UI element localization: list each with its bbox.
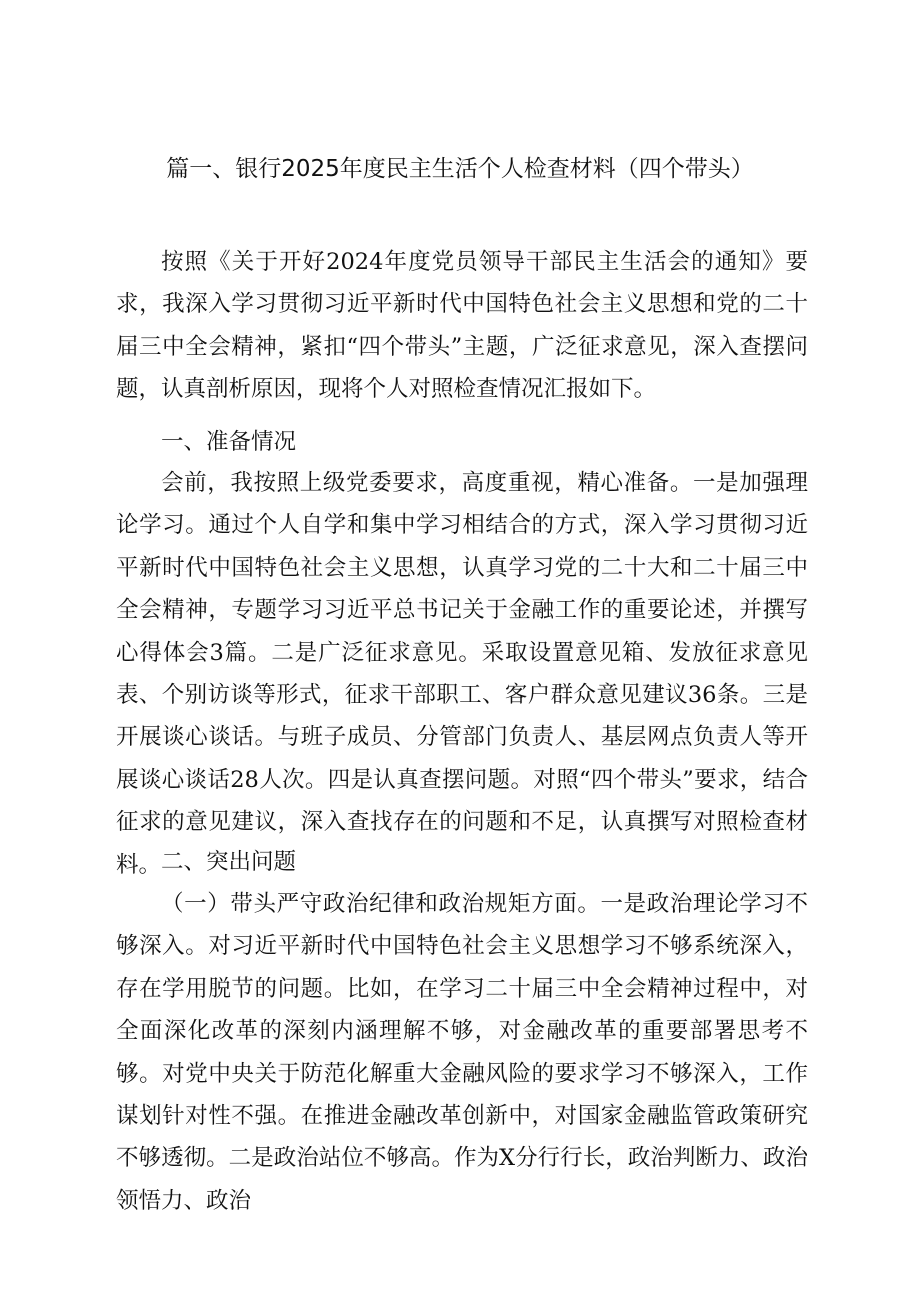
document-title: 篇一、银行2025年度民主生活个人检查材料（四个带头） <box>166 156 754 182</box>
section-paragraph-preparation: 会前，我按照上级党委要求，高度重视，精心准备。一是加强理论学习。通过个人自学和集中学习相结合的方式，深入学习贯彻习近平新时代中国特色社会主义思想，认真学习党的二十大和二十届三中全会精神，专题学习习近平总书记关于金融工作的重要论述，并撰写心得体会3篇。二是广泛征求意见。采取设置意见箱、发放征求意见表、个别访谈等形式，征求干部职工、客户群众意见建议36条。三是开展谈心谈话。与班子成员、分管部门负责人、基层网点负责人等开展谈心谈话28人次。四是认真查摆问题。对照“四个带头”要求，结合征求的意见建议，深入查找存在的问题和不足，认真撰写对照检查材料。 <box>116 470 808 878</box>
intro-paragraph: 按照《关于开好2024年度党员领导干部民主生活会的通知》要求，我深入学习贯彻习近平新时代中国特色社会主义思想和党的二十届三中全会精神，紧扣“四个带头”主题，广泛征求意见，深入查摆问题，认真剖析原因，现将个人对照检查情况汇报如下。 <box>116 249 808 403</box>
section-paragraph-issues: （一）带头严守政治纪律和政治规矩方面。一是政治理论学习不够深入。对习近平新时代中国特色社会主义思想学习不够系统深入，存在学用脱节的问题。比如，在学习二十届三中全会精神过程中，对全面深化改革的深刻内涵理解不够，对金融改革的重要部署思考不够。对党中央关于防范化解重大金融风险的要求学习不够深入，工作谋划针对性不强。在推进金融改革创新中，对国家金融监管政策研究不够透彻。二是政治站位不够高。作为X分行行长，政治判断力、政治领悟力、政治 <box>116 891 808 1214</box>
section-heading-issues: 二、突出问题 <box>161 849 297 875</box>
section-heading-preparation: 一、准备情况 <box>161 429 297 455</box>
